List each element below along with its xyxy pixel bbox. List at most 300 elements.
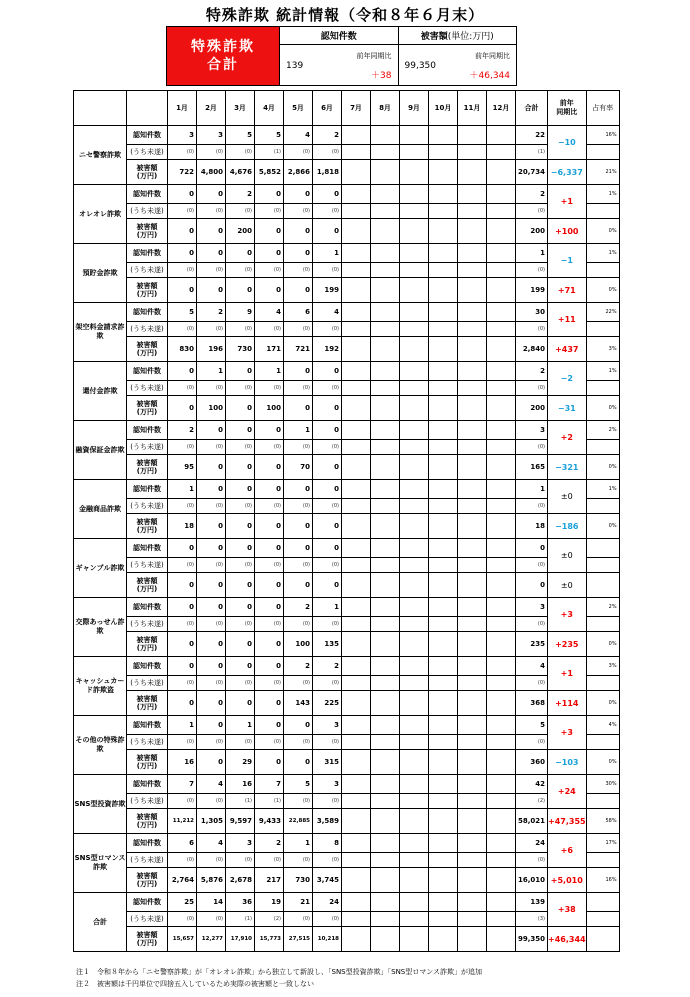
row-label-unsolved: (うち未遂) [127, 558, 168, 573]
yoy-count: +24 [548, 775, 587, 809]
table-row [74, 455, 620, 480]
unsolved-cell [342, 322, 371, 337]
category-name: その他の特殊詐欺 [74, 716, 127, 775]
unsolved-cell: (0) [313, 853, 342, 868]
damage-cell [458, 927, 487, 952]
unsolved-cell [400, 145, 429, 160]
yoy-damage: −186 [548, 514, 587, 539]
unsolved-cell: (0) [226, 440, 255, 455]
count-cell [487, 126, 516, 145]
unsolved-cell: (0) [197, 263, 226, 278]
table-row [74, 126, 620, 145]
unsolved-cell [400, 381, 429, 396]
unsolved-cell [429, 794, 458, 809]
count-cell: 9 [226, 303, 255, 322]
table-row [74, 735, 620, 750]
count-cell: 0 [255, 185, 284, 204]
damage-cell: 0 [197, 750, 226, 775]
unsolved-cell [487, 853, 516, 868]
count-cell: 0 [284, 362, 313, 381]
damage-label: 被害額 [136, 459, 158, 467]
unsolved-cell [458, 381, 487, 396]
header-month: 8月 [371, 91, 400, 126]
count-cell [400, 480, 429, 499]
count-cell [458, 834, 487, 853]
damage-cell: 171 [255, 337, 284, 362]
yoy-damage: +114 [548, 691, 587, 716]
count-cell [400, 303, 429, 322]
summary-damage-header [399, 29, 517, 45]
row-label-unsolved: (うち未遂) [127, 617, 168, 632]
damage-cell: 0 [197, 632, 226, 657]
summary-count-value: 139 [286, 61, 304, 71]
damage-cell [400, 632, 429, 657]
unsolved-cell: (0) [313, 381, 342, 396]
damage-cell [400, 160, 429, 185]
count-cell [429, 421, 458, 440]
total-count: 1 [516, 244, 548, 263]
row-label-unsolved: (うち未遂) [127, 794, 168, 809]
unsolved-cell [371, 617, 400, 632]
damage-unit: (万円) [136, 526, 158, 534]
damage-cell: 0 [255, 632, 284, 657]
count-cell [371, 598, 400, 617]
count-cell: 2 [313, 657, 342, 676]
damage-cell [487, 750, 516, 775]
count-cell [487, 775, 516, 794]
share-count: 17% [586, 834, 619, 853]
count-cell [429, 539, 458, 558]
total-damage: 18 [516, 514, 548, 539]
count-cell [342, 716, 371, 735]
count-cell [429, 834, 458, 853]
yoy-count: −10 [548, 126, 587, 160]
unsolved-cell: (0) [255, 440, 284, 455]
yoy-count: +6 [548, 834, 587, 868]
share-blank [586, 381, 619, 396]
share-count: 2% [586, 598, 619, 617]
total-count: 3 [516, 598, 548, 617]
damage-label: 被害額 [136, 636, 158, 644]
unsolved-cell [400, 263, 429, 278]
unsolved-cell: (0) [313, 912, 342, 927]
count-cell: 0 [255, 244, 284, 263]
row-label-count: 認知件数 [127, 421, 168, 440]
table-row [74, 676, 620, 691]
unsolved-cell: (0) [284, 853, 313, 868]
row-label-damage [127, 396, 168, 421]
damage-cell [400, 396, 429, 421]
total-unsolved: (0) [516, 617, 548, 632]
notes [76, 966, 482, 990]
total-damage: 235 [516, 632, 548, 657]
damage-unit: (万円) [136, 762, 158, 770]
table-row [74, 480, 620, 499]
row-label-unsolved: (うち未遂) [127, 322, 168, 337]
row-label-damage [127, 514, 168, 539]
unsolved-cell [342, 204, 371, 219]
damage-cell: 29 [226, 750, 255, 775]
damage-cell: 0 [284, 750, 313, 775]
unsolved-cell [429, 381, 458, 396]
unsolved-cell: (0) [284, 676, 313, 691]
table-row [74, 558, 620, 573]
yoy-damage: −6,337 [548, 160, 587, 185]
unsolved-cell: (0) [284, 912, 313, 927]
unsolved-cell: (0) [168, 322, 197, 337]
count-cell: 1 [226, 716, 255, 735]
count-cell [342, 657, 371, 676]
unsolved-cell: (0) [284, 617, 313, 632]
count-cell [458, 421, 487, 440]
unsolved-cell: (0) [255, 676, 284, 691]
share-blank [586, 912, 619, 927]
unsolved-cell: (0) [313, 735, 342, 750]
share-count: 4% [586, 716, 619, 735]
damage-cell [400, 809, 429, 834]
count-cell [400, 834, 429, 853]
count-cell: 0 [226, 539, 255, 558]
damage-cell: 22,885 [284, 809, 313, 834]
unsolved-cell: (0) [168, 853, 197, 868]
row-label-damage [127, 691, 168, 716]
count-cell [458, 126, 487, 145]
unsolved-cell [429, 204, 458, 219]
category-name: オレオレ詐欺 [74, 185, 127, 244]
count-cell [487, 657, 516, 676]
share-blank [586, 617, 619, 632]
unsolved-cell: (0) [197, 794, 226, 809]
yoy-count: −1 [548, 244, 587, 278]
count-cell: 1 [313, 598, 342, 617]
count-cell [429, 480, 458, 499]
damage-cell [429, 927, 458, 952]
damage-unit: (万円) [136, 349, 158, 357]
damage-cell [458, 809, 487, 834]
count-cell [400, 421, 429, 440]
unsolved-cell [371, 263, 400, 278]
count-cell: 0 [226, 598, 255, 617]
count-cell [371, 539, 400, 558]
summary-count-diff: ＋38 [371, 71, 392, 81]
share-damage [586, 927, 619, 952]
unsolved-cell: (1) [255, 794, 284, 809]
row-label-count: 認知件数 [127, 362, 168, 381]
unsolved-cell [371, 204, 400, 219]
damage-cell [487, 514, 516, 539]
table-row [74, 337, 620, 362]
unsolved-cell [342, 145, 371, 160]
count-cell [342, 480, 371, 499]
row-label-unsolved: (うち未遂) [127, 440, 168, 455]
total-damage: 58,021 [516, 809, 548, 834]
count-cell: 2 [168, 421, 197, 440]
table-row [74, 185, 620, 204]
damage-cell [371, 455, 400, 480]
count-cell: 0 [255, 716, 284, 735]
count-cell [429, 362, 458, 381]
damage-cell [458, 396, 487, 421]
total-unsolved: (0) [516, 263, 548, 278]
statistics-table [73, 90, 620, 952]
unsolved-cell [342, 853, 371, 868]
unsolved-cell: (0) [168, 676, 197, 691]
damage-cell: 0 [255, 750, 284, 775]
damage-cell: 730 [284, 868, 313, 893]
count-cell: 0 [313, 480, 342, 499]
damage-cell: 721 [284, 337, 313, 362]
header-yoy-line1: 前年 [559, 99, 574, 107]
table-row [74, 809, 620, 834]
share-damage: 0% [586, 396, 619, 421]
unsolved-cell: (1) [226, 912, 255, 927]
unsolved-cell [429, 322, 458, 337]
damage-cell [342, 927, 371, 952]
count-cell [458, 657, 487, 676]
summary-label [167, 27, 279, 85]
count-cell: 0 [168, 598, 197, 617]
damage-cell [400, 278, 429, 303]
damage-cell [342, 691, 371, 716]
total-count: 139 [516, 893, 548, 912]
damage-cell [342, 396, 371, 421]
damage-cell: 0 [168, 396, 197, 421]
damage-cell [371, 691, 400, 716]
summary-box [166, 26, 517, 86]
damage-cell [487, 219, 516, 244]
unsolved-cell: (0) [313, 263, 342, 278]
category-name: 預貯金詐欺 [74, 244, 127, 303]
table-row [74, 868, 620, 893]
count-cell [487, 185, 516, 204]
count-cell [371, 893, 400, 912]
unsolved-cell [487, 499, 516, 514]
damage-unit: (万円) [136, 703, 158, 711]
unsolved-cell [371, 558, 400, 573]
damage-cell [429, 396, 458, 421]
damage-cell: 1,305 [197, 809, 226, 834]
count-cell: 0 [313, 539, 342, 558]
unsolved-cell: (0) [284, 440, 313, 455]
damage-cell [342, 514, 371, 539]
damage-cell: 0 [313, 573, 342, 598]
total-damage: 16,010 [516, 868, 548, 893]
unsolved-cell: (0) [284, 499, 313, 514]
table-row [74, 499, 620, 514]
damage-cell [342, 868, 371, 893]
damage-label: 被害額 [136, 695, 158, 703]
unsolved-cell [458, 322, 487, 337]
header-share: 占有率 [586, 91, 619, 126]
damage-cell: 4,800 [197, 160, 226, 185]
unsolved-cell [342, 440, 371, 455]
damage-cell [371, 632, 400, 657]
count-cell [400, 657, 429, 676]
share-blank [586, 440, 619, 455]
count-cell: 3 [197, 126, 226, 145]
row-label-count: 認知件数 [127, 480, 168, 499]
total-damage: 99,350 [516, 927, 548, 952]
unsolved-cell [342, 558, 371, 573]
table-row [74, 204, 620, 219]
row-label-unsolved: (うち未遂) [127, 204, 168, 219]
unsolved-cell [458, 794, 487, 809]
total-count: 0 [516, 539, 548, 558]
count-cell: 4 [284, 126, 313, 145]
unsolved-cell [371, 381, 400, 396]
table-row [74, 244, 620, 263]
count-cell: 1 [197, 362, 226, 381]
table-row [74, 775, 620, 794]
header-total: 合計 [516, 91, 548, 126]
total-count: 5 [516, 716, 548, 735]
total-damage: 0 [516, 573, 548, 598]
damage-cell: 70 [284, 455, 313, 480]
unsolved-cell: (0) [197, 735, 226, 750]
count-cell: 0 [168, 244, 197, 263]
table-row [74, 440, 620, 455]
count-cell: 0 [226, 244, 255, 263]
category-name: 融資保証金詐欺 [74, 421, 127, 480]
total-count: 4 [516, 657, 548, 676]
damage-cell: 0 [226, 514, 255, 539]
count-cell: 5 [255, 126, 284, 145]
row-label-damage [127, 573, 168, 598]
damage-cell: 199 [313, 278, 342, 303]
count-cell: 0 [255, 421, 284, 440]
table-row [74, 539, 620, 558]
table-row [74, 750, 620, 775]
damage-cell [400, 219, 429, 244]
total-unsolved: (0) [516, 735, 548, 750]
count-cell [429, 657, 458, 676]
total-count: 3 [516, 421, 548, 440]
damage-cell: 2,764 [168, 868, 197, 893]
damage-cell [487, 632, 516, 657]
count-cell: 0 [197, 421, 226, 440]
unsolved-cell: (0) [226, 145, 255, 160]
yoy-damage: +71 [548, 278, 587, 303]
damage-cell [458, 750, 487, 775]
unsolved-cell [458, 853, 487, 868]
unsolved-cell [400, 204, 429, 219]
count-cell [487, 834, 516, 853]
damage-cell: 9,433 [255, 809, 284, 834]
count-cell [342, 834, 371, 853]
unsolved-cell [371, 440, 400, 455]
unsolved-cell: (0) [197, 853, 226, 868]
table-row [74, 716, 620, 735]
unsolved-cell: (0) [313, 145, 342, 160]
share-count: 3% [586, 657, 619, 676]
share-count: 22% [586, 303, 619, 322]
total-unsolved: (0) [516, 853, 548, 868]
summary-label-line1: 特殊詐欺 [191, 39, 255, 55]
count-cell [458, 598, 487, 617]
damage-unit: (万円) [136, 644, 158, 652]
row-label-damage [127, 337, 168, 362]
count-cell: 5 [226, 126, 255, 145]
count-cell [458, 303, 487, 322]
damage-cell [429, 809, 458, 834]
damage-cell: 0 [226, 396, 255, 421]
damage-cell: 0 [168, 632, 197, 657]
total-count: 30 [516, 303, 548, 322]
row-label-unsolved: (うち未遂) [127, 145, 168, 160]
total-unsolved: (0) [516, 322, 548, 337]
unsolved-cell: (0) [255, 263, 284, 278]
unsolved-cell [400, 912, 429, 927]
share-count: 1% [586, 480, 619, 499]
summary-damage-prev-label: 前年同期比 [475, 52, 510, 60]
damage-cell: 225 [313, 691, 342, 716]
damage-cell: 196 [197, 337, 226, 362]
damage-cell: 3,589 [313, 809, 342, 834]
unsolved-cell [342, 617, 371, 632]
damage-unit: (万円) [136, 172, 158, 180]
table-row [74, 573, 620, 598]
damage-cell: 0 [197, 573, 226, 598]
damage-label: 被害額 [136, 754, 158, 762]
damage-cell: 0 [284, 573, 313, 598]
damage-cell [429, 573, 458, 598]
share-damage: 21% [586, 160, 619, 185]
damage-cell: 9,597 [226, 809, 255, 834]
unsolved-cell [371, 499, 400, 514]
damage-cell: 0 [313, 396, 342, 421]
count-cell: 0 [226, 657, 255, 676]
table-row [74, 322, 620, 337]
header-month: 4月 [255, 91, 284, 126]
total-unsolved: (0) [516, 676, 548, 691]
damage-label: 被害額 [136, 518, 158, 526]
damage-cell: 16 [168, 750, 197, 775]
damage-cell [371, 219, 400, 244]
share-count: 16% [586, 126, 619, 145]
damage-cell: 0 [226, 573, 255, 598]
unsolved-cell [458, 617, 487, 632]
unsolved-cell [342, 676, 371, 691]
unsolved-cell [371, 794, 400, 809]
damage-cell: 0 [284, 396, 313, 421]
damage-cell [487, 160, 516, 185]
damage-cell [400, 514, 429, 539]
count-cell [400, 185, 429, 204]
row-label-count: 認知件数 [127, 716, 168, 735]
damage-cell [458, 278, 487, 303]
count-cell: 0 [313, 185, 342, 204]
unsolved-cell: (0) [168, 204, 197, 219]
header-month: 10月 [429, 91, 458, 126]
unsolved-cell: (0) [226, 735, 255, 750]
total-unsolved: (2) [516, 794, 548, 809]
table-row [74, 381, 620, 396]
count-cell [487, 244, 516, 263]
damage-cell: 5,876 [197, 868, 226, 893]
count-cell [371, 834, 400, 853]
unsolved-cell: (0) [226, 263, 255, 278]
yoy-count: ±0 [548, 480, 587, 514]
damage-cell: 192 [313, 337, 342, 362]
row-label-damage [127, 927, 168, 952]
unsolved-cell [342, 735, 371, 750]
unsolved-cell [458, 204, 487, 219]
unsolved-cell [429, 263, 458, 278]
damage-cell [371, 927, 400, 952]
summary-label-line2: 合計 [207, 57, 239, 73]
table-row [74, 160, 620, 185]
unsolved-cell [342, 381, 371, 396]
